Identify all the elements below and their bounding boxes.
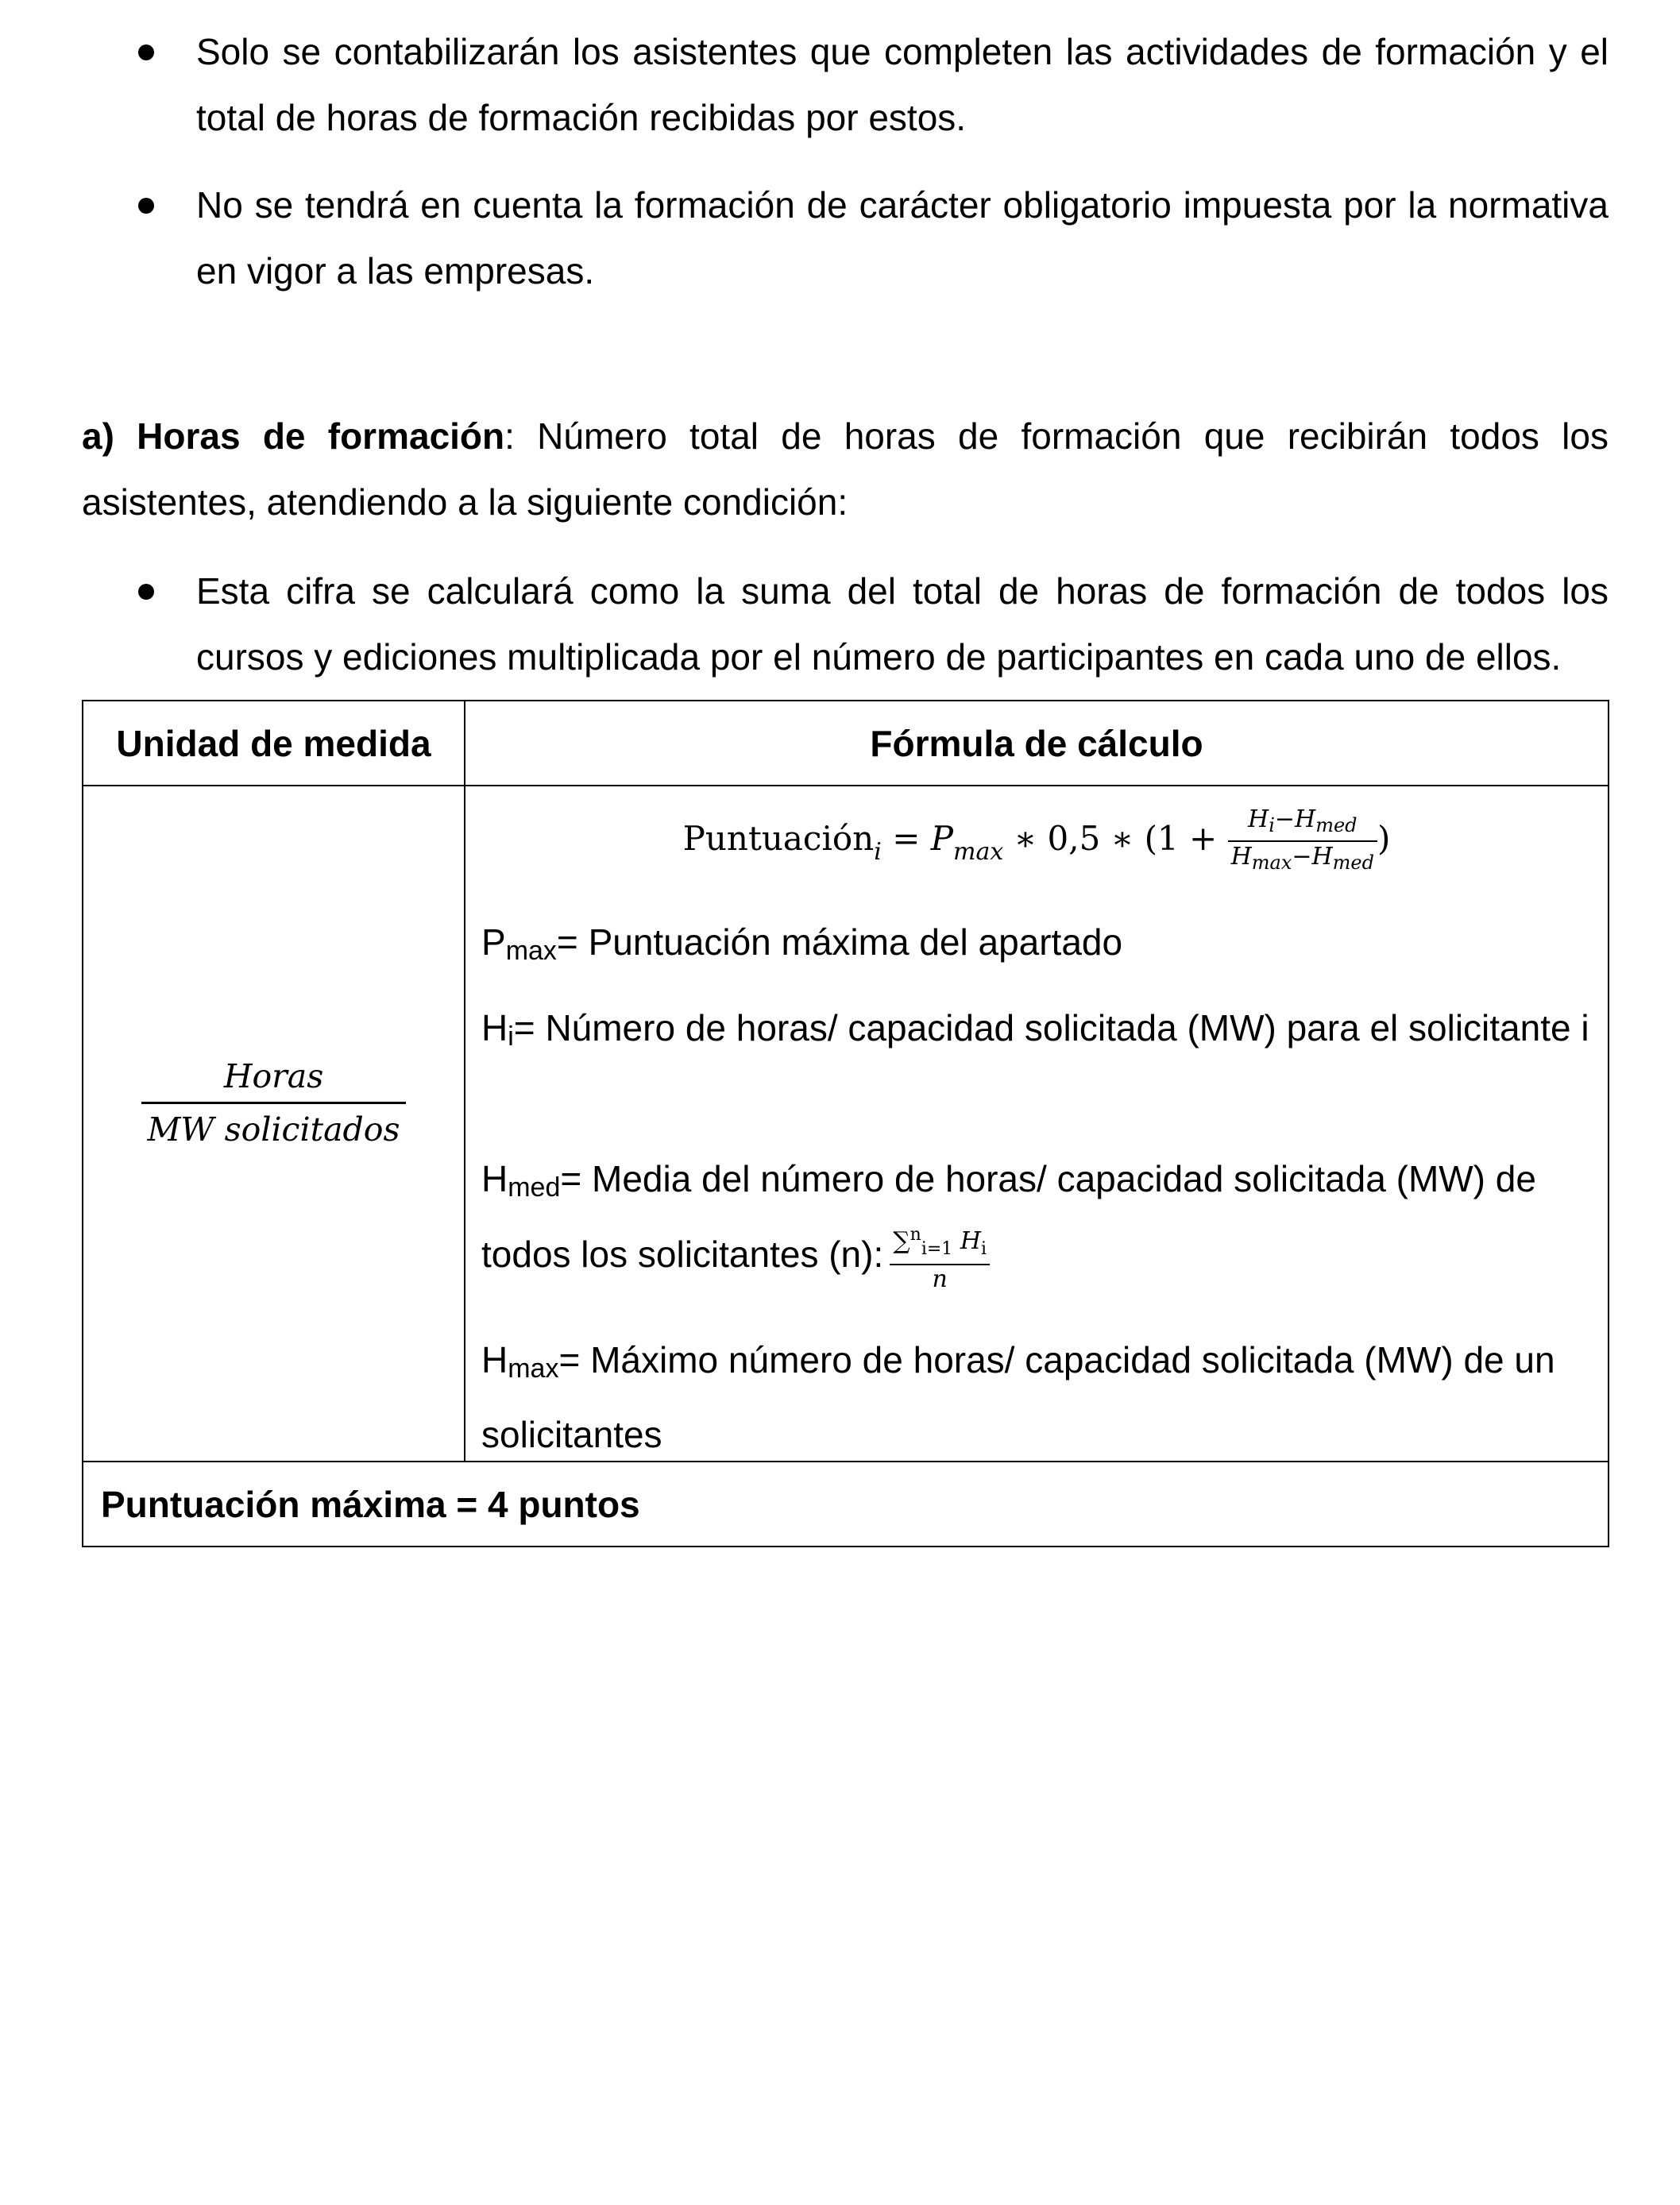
def-hmed-sub: med	[508, 1172, 561, 1203]
def-hmax	[481, 1327, 1593, 1468]
bullet-dot-icon	[138, 198, 154, 214]
unit-numerator: Horas	[223, 1057, 324, 1095]
def-hmax-sub: max	[508, 1354, 559, 1384]
formula-fraction	[1228, 805, 1377, 878]
bullet-mandatory-training-text: No se tendrá en cuenta la formación de carácter obligatorio impuesta por la normativa en vigor a las empresas.	[196, 184, 1609, 292]
table-header-divider	[83, 785, 1608, 786]
bullet-condition	[127, 558, 1609, 690]
fden-h-sub: max	[1251, 851, 1292, 874]
def-hi-text: = Número de horas/ capacidad solicitada (MW) para el solicitante i	[513, 1007, 1589, 1048]
bullet-mandatory-training	[127, 172, 1609, 304]
unit-fraction	[83, 1051, 464, 1155]
formula-p: P	[930, 819, 954, 858]
formula-middle: ∗ 0,5 ∗ (1 +	[1003, 819, 1228, 858]
max-score-row: Puntuación máxima = 4 puntos	[101, 1483, 640, 1525]
bullet-dot-icon	[138, 584, 154, 600]
unit-denominator: MW solicitados	[147, 1110, 400, 1149]
condition-bullet-list	[127, 558, 1609, 690]
fden-h: H	[1230, 843, 1252, 871]
def-hmed	[481, 1146, 1593, 1294]
formula-fraction-denominator	[1228, 842, 1377, 878]
def-hmed-symbol: H	[481, 1158, 508, 1199]
def-pmax-symbol: P	[481, 921, 506, 963]
section-paragraph	[82, 404, 1609, 535]
sum-icon: ∑	[893, 1227, 910, 1255]
fden-sub2: med	[1332, 851, 1374, 874]
fnum-h-sub: i	[1269, 814, 1275, 836]
def-hi-sub: i	[508, 1021, 514, 1052]
formula-lhs: Puntuación	[682, 819, 875, 858]
def-hmed-text: = Media del número de horas/ capacidad solicitada (MW) de todos los solicitantes (n):	[481, 1158, 1536, 1276]
top-bullet-list	[127, 19, 1609, 304]
bullet-dot-icon	[138, 44, 154, 60]
def-hi	[481, 995, 1593, 1070]
def-pmax	[481, 909, 1593, 984]
def-hmax-symbol: H	[481, 1339, 508, 1381]
def-pmax-sub: max	[505, 936, 557, 966]
bullet-attendees	[127, 19, 1609, 151]
def-hi-symbol: H	[481, 1007, 508, 1048]
formula-lhs-sub: i	[874, 838, 882, 866]
sum-lower: i=1	[921, 1239, 953, 1259]
mean-formula	[890, 1221, 990, 1294]
bullet-attendees-text: Solo se contabilizarán los asistentes que completen las actividades de formación y el total de horas de formación recibidas por estos.	[196, 31, 1609, 138]
def-pmax-text: = Puntuación máxima del apartado	[556, 921, 1123, 963]
criteria-table	[82, 700, 1609, 1547]
fnum-h: H	[1248, 805, 1269, 833]
formula-p-sub: max	[953, 838, 1004, 866]
fnum-mid: −H	[1274, 805, 1316, 833]
mean-formula-numerator	[890, 1221, 990, 1265]
sum-term-sub: i	[981, 1239, 987, 1259]
mean-formula-denominator: n	[932, 1265, 948, 1293]
def-hmax-text: = Máximo número de horas/ capacidad solicitada (MW) de un solicitantes	[481, 1339, 1555, 1455]
sum-upper: n	[910, 1225, 921, 1245]
section-heading: a) Horas de formación	[82, 415, 505, 457]
formula-close: )	[1377, 819, 1391, 858]
header-formula: Fórmula de cálculo	[870, 722, 1203, 764]
formula-fraction-numerator	[1228, 805, 1377, 842]
header-unit: Unidad de medida	[116, 722, 431, 764]
section-text: : Número total de horas de formación que recibirán todos los asistentes, atendiendo a la siguiente condición:	[82, 415, 1609, 523]
bullet-condition-text: Esta cifra se calculará como la suma del total de horas de formación de todos los cursos y ediciones multiplicada por el número de participantes en cada uno de ellos.	[196, 570, 1609, 678]
sum-term: H	[960, 1227, 982, 1255]
fden-mid: −H	[1292, 843, 1333, 871]
fnum-sub2: med	[1315, 814, 1358, 836]
score-formula	[465, 803, 1608, 888]
formula-equals: =	[881, 819, 931, 858]
